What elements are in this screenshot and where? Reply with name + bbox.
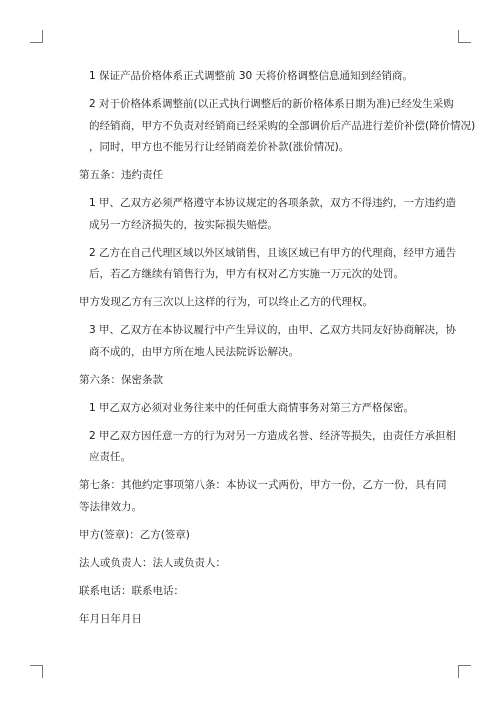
paragraph-line: 第五条：违约责任 — [79, 169, 163, 181]
paragraph-line: 2 对于价格体系调整前(以正式执行调整后的新价格体系日期为准)已经发生采购 — [89, 98, 454, 110]
paragraph-line: 年月日年月日 — [79, 612, 142, 625]
paragraph-line: 联系电话：联系电话： — [79, 584, 184, 597]
paragraph-line: 第六条：保密条款 — [79, 373, 163, 386]
paragraph — [79, 426, 457, 469]
crop-mark-top-left — [30, 30, 43, 43]
paragraph-line: 甲方发现乙方有三次以上这样的行为，可以终止乙方的代理权。 — [79, 296, 373, 308]
paragraph — [79, 94, 476, 159]
paragraph-line: 2 甲乙双方因任意一方的行为对另一方造成名誉、经济等损失，由责任方承担相 — [89, 429, 457, 442]
paragraph — [79, 193, 457, 236]
paragraph-line: 商不成的，由甲方所在地人民法院诉讼解决。 — [89, 345, 299, 358]
paragraph-line: 1 保证产品价格体系正式调整前 30 天将价格调整信息通知到经销商。 — [89, 70, 414, 82]
paragraph-line: 等法律效力。 — [79, 500, 142, 513]
paragraph-line: 应责任。 — [89, 451, 131, 463]
paragraph-line: 2 乙方在自己代理区域以外区域销售，且该区域已有甲方的代理商，经甲方通告 — [89, 246, 457, 259]
crop-mark-top-right — [458, 30, 471, 43]
paragraph — [79, 66, 429, 88]
paragraph-line: 1 甲、乙双方必须严格遵守本协议规定的各项条款，双方不得违约，一方违约造 — [89, 197, 457, 209]
crop-mark-bottom-left — [30, 665, 43, 678]
paragraph-line: 法人或负责人：法人或负责人： — [79, 556, 226, 569]
paragraph-line: 甲方(签章)：乙方(签章) — [79, 528, 190, 541]
signature-phone-line — [79, 581, 429, 603]
paragraph — [79, 292, 429, 314]
paragraph-line: 后，若乙方继续有销售行为，甲方有权对乙方实施一万元次的处罚。 — [89, 268, 404, 280]
paragraph-line: 第七条：其他约定事项第八条：本协议一式两份，甲方一份，乙方一份，具有同 — [79, 479, 447, 491]
paragraph — [79, 398, 429, 420]
signature-party-line — [79, 525, 429, 547]
paragraph-line: 成另一方经济损失的，按实际损失赔偿。 — [89, 218, 278, 231]
signature-date-line — [79, 609, 429, 631]
paragraph-line: 的经销商，甲方不负责对经销商已经采购的全部调价后产品进行差价补偿(降价情况) — [89, 119, 476, 132]
crop-mark-bottom-right — [458, 665, 471, 678]
section-heading — [79, 165, 429, 187]
paragraph — [79, 243, 457, 286]
paragraph-line: ，同时，甲方也不能另行让经销商差价补款(涨价情况)。 — [89, 141, 350, 153]
paragraph-line: 3 甲、乙双方在本协议履行中产生异议的，由甲、乙双方共同友好协商解决，协 — [89, 324, 457, 336]
section-heading — [79, 475, 447, 518]
paragraph — [79, 320, 457, 363]
paragraph-line: 1 甲乙双方必须对业务往来中的任何重大商情事务对第三方严格保密。 — [89, 401, 415, 414]
section-heading — [79, 370, 429, 392]
signature-representative-line — [79, 553, 429, 575]
document-body — [79, 66, 476, 637]
